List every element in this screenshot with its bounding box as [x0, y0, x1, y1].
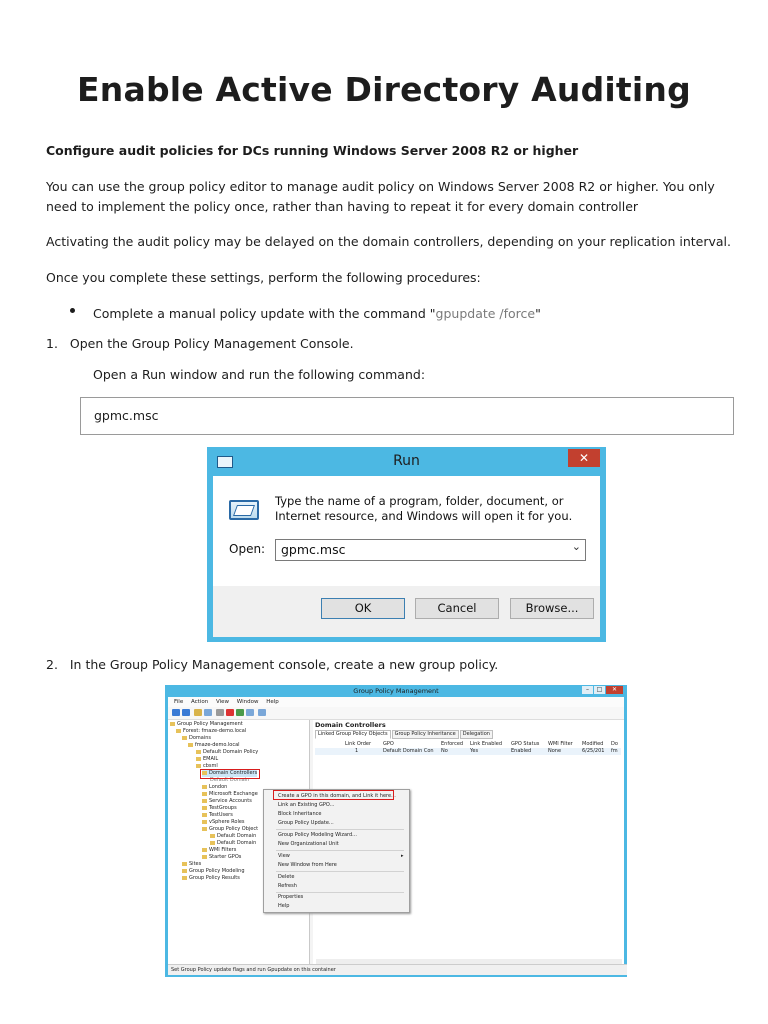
step-1-number: 1. [46, 336, 58, 351]
step-2-text: In the Group Policy Management console, create a new group policy. [69, 657, 499, 672]
tab-inheritance[interactable]: Group Policy Inheritance [392, 730, 459, 739]
menu-separator [276, 871, 404, 872]
open-label: Open: [229, 542, 266, 556]
tree-item[interactable]: Starter GPOs [202, 854, 241, 861]
tree-item[interactable]: cbsml [196, 763, 218, 770]
table-cell: Enabled [511, 748, 532, 754]
submenu-arrow-icon: ▸ [401, 853, 404, 859]
modeling-icon [182, 869, 187, 873]
sites-icon [182, 862, 187, 866]
column-header[interactable]: Do [611, 741, 618, 747]
tree-item[interactable]: Microsoft Exchange [202, 791, 258, 798]
table-row[interactable] [315, 748, 621, 755]
step-1-text: Open the Group Policy Management Console. [69, 336, 354, 351]
column-header[interactable]: GPO [383, 741, 394, 747]
paragraph-intro: You can use the group policy editor to manage audit policy on Windows Server 2008 R2 or higher. You only need to implement the policy once, rather than having to repeat it for every domain controller [46, 179, 715, 214]
tree-item[interactable]: Default Domain [210, 840, 256, 847]
run-body [213, 476, 600, 586]
bullet-dot [70, 308, 75, 313]
menu-item-link-existing[interactable]: Link an Existing GPO... [278, 802, 335, 808]
status-bar: Set Group Policy update flags and run Gpupdate on this container [168, 964, 627, 975]
forward-icon[interactable] [182, 709, 190, 716]
bullet-text-end: " [535, 306, 541, 321]
run-description: Type the name of a program, folder, document, or Internet resource, and Windows will open it for you. [275, 494, 573, 523]
tab-linked-gpos[interactable]: Linked Group Policy Objects [315, 730, 391, 739]
delete-icon[interactable] [226, 709, 234, 716]
menu-item-new-ou[interactable]: New Organizational Unit [278, 841, 339, 847]
table-cell: Yes [470, 748, 479, 754]
chevron-down-icon[interactable]: ⌄ [571, 540, 581, 553]
tree-item-domain-controllers[interactable]: Domain Controllers [202, 770, 257, 777]
tree-item[interactable]: Group Policy Results [182, 875, 240, 882]
forest-icon [176, 729, 181, 733]
gpo-icon [196, 750, 201, 754]
tree-item[interactable]: Group Policy Management [170, 721, 243, 728]
gpupdate-command: gpupdate /force [435, 306, 536, 321]
close-icon[interactable]: ✕ [568, 449, 600, 467]
menu-item-new-window[interactable]: New Window from Here [278, 862, 337, 868]
bullet-item [93, 304, 733, 324]
tree-item[interactable]: Forest: fmaze-demo.local [176, 728, 246, 735]
cancel-button[interactable]: Cancel [415, 598, 499, 619]
open-input-value: gpmc.msc [281, 542, 346, 557]
menu-item-delete[interactable]: Delete [278, 874, 295, 880]
step-1-subtext: Open a Run window and run the following command: [93, 367, 426, 382]
menu-item-create-gpo[interactable]: Create a GPO in this domain, and Link it here... [278, 793, 396, 799]
tree-item[interactable]: Group Policy Object [202, 826, 258, 833]
run-program-icon [229, 500, 259, 520]
folder-icon [182, 736, 187, 740]
bullet-text: Complete a manual policy update with the command " [93, 306, 436, 321]
tree-item[interactable]: Sites [182, 861, 201, 868]
folder-icon [202, 813, 207, 817]
menu-item-help[interactable]: Help [278, 903, 290, 909]
tree-item[interactable]: fmaze-demo.local [188, 742, 240, 749]
table-cell: 6/25/201 [582, 748, 605, 754]
run-dialog [207, 447, 606, 642]
browse-button[interactable]: Browse... [510, 598, 594, 619]
tab-delegation[interactable]: Delegation [460, 730, 493, 739]
column-header[interactable]: Modified [582, 741, 604, 747]
help-icon[interactable] [246, 709, 254, 716]
folder-icon [170, 722, 175, 726]
folder-icon [202, 848, 207, 852]
tree-item[interactable]: TestGroups [202, 805, 237, 812]
back-icon[interactable] [172, 709, 180, 716]
context-menu [263, 789, 410, 913]
folder-icon [202, 827, 207, 831]
menu-item-properties[interactable]: Properties [278, 894, 304, 900]
code-block: gpmc.msc [80, 397, 734, 435]
folder-icon [202, 785, 207, 789]
paragraph-procedures: Once you complete these settings, perform the following procedures: [46, 270, 481, 285]
column-header[interactable]: GPO Status [511, 741, 540, 747]
toolbar [168, 707, 624, 720]
menu-item-gp-update[interactable]: Group Policy Update... [278, 820, 334, 826]
gpmc-client [168, 697, 624, 974]
gpo-icon [210, 841, 215, 845]
menu-file[interactable]: File [174, 699, 184, 705]
folder-icon [202, 820, 207, 824]
page-title: Enable Active Directory Auditing [77, 70, 691, 109]
window-controls [581, 686, 623, 694]
run-title: Run [393, 453, 420, 469]
menu-separator [276, 892, 404, 893]
paragraph-delay: Activating the audit policy may be delayed on the domain controllers, depending on your replication interval. [46, 234, 731, 249]
tree-item[interactable]: Default Domain [210, 777, 250, 783]
close-icon[interactable]: ✕ [606, 686, 623, 694]
step-2 [46, 655, 736, 675]
folder-icon [196, 764, 201, 768]
folder-icon [202, 806, 207, 810]
tree-item[interactable]: Service Accounts [202, 798, 252, 805]
step-1 [46, 334, 736, 354]
folder-icon [202, 799, 207, 803]
properties-icon[interactable] [258, 709, 266, 716]
table-cell: 1 [355, 748, 359, 754]
menu-separator [276, 829, 404, 830]
copy-icon[interactable] [216, 709, 224, 716]
details-title: Domain Controllers [315, 721, 386, 729]
column-header[interactable]: Enforced [441, 741, 464, 747]
folder-icon[interactable] [194, 709, 202, 716]
subheading: Configure audit policies for DCs running Windows Server 2008 R2 or higher [46, 143, 579, 158]
gpmc-window [165, 685, 627, 977]
tree-item[interactable]: Group Policy Modeling [182, 868, 245, 875]
menu-item-refresh[interactable]: Refresh [278, 883, 297, 889]
folder-icon [202, 792, 207, 796]
table-cell: Default Domain Con [383, 748, 434, 754]
table-cell: None [548, 748, 562, 754]
tree-item[interactable]: Domains [182, 735, 211, 742]
column-header[interactable]: Link Enabled [470, 741, 503, 747]
menu-separator [276, 850, 404, 851]
highlight-create-gpo [273, 790, 394, 800]
menu-help[interactable]: Help [266, 699, 279, 705]
table-header [315, 741, 621, 748]
list-icon[interactable] [204, 709, 212, 716]
menu-item-modeling-wizard[interactable]: Group Policy Modeling Wizard... [278, 832, 357, 838]
menu-bar [168, 697, 624, 707]
step-2-number: 2. [46, 657, 58, 672]
tree-item[interactable]: London [202, 784, 227, 791]
highlight-domain-controllers [200, 769, 260, 779]
tree-item[interactable]: Default Domain [210, 833, 256, 840]
refresh-icon[interactable] [236, 709, 244, 716]
table-cell: No [441, 748, 448, 754]
open-input[interactable] [275, 539, 586, 561]
run-footer [213, 586, 600, 637]
column-header[interactable]: Link Order [345, 741, 372, 747]
ok-button[interactable]: OK [321, 598, 405, 619]
tree-item[interactable]: EMAIL [196, 756, 218, 763]
minimize-icon[interactable]: – [582, 686, 593, 694]
tab-strip [315, 730, 494, 739]
menu-view[interactable]: View [215, 699, 230, 705]
menu-item-block-inheritance[interactable]: Block Inheritance [278, 811, 322, 817]
domain-icon [188, 743, 193, 747]
column-header[interactable]: WMI Filter [548, 741, 573, 747]
tree-item[interactable]: TestUsers [202, 812, 233, 819]
gpo-icon [210, 834, 215, 838]
folder-icon [196, 757, 201, 761]
maximize-icon[interactable]: □ [594, 686, 605, 694]
table-cell: fm [611, 748, 618, 754]
menu-window[interactable]: Window [236, 699, 259, 705]
gpmc-title: Group Policy Management [353, 687, 439, 695]
menu-action[interactable]: Action [190, 699, 209, 705]
menu-item-view[interactable]: View [278, 853, 290, 859]
run-titlebar [207, 447, 606, 475]
tree-item[interactable]: vSphere Roles [202, 819, 245, 826]
tree-item[interactable]: Default Domain Policy [196, 749, 258, 756]
tree-item[interactable]: WMI Filters [202, 847, 236, 854]
folder-icon [202, 855, 207, 859]
results-icon [182, 876, 187, 880]
